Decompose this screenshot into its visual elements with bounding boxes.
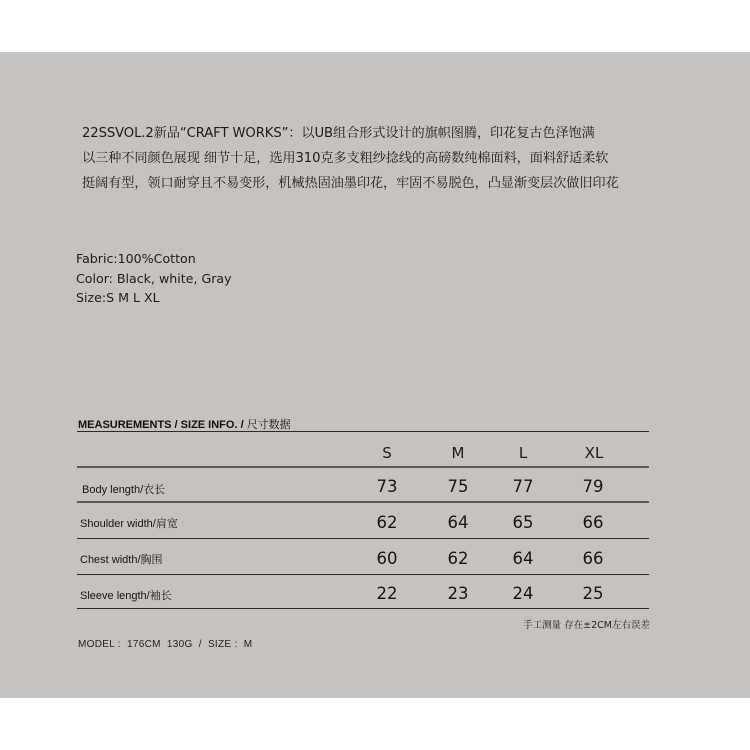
table-cell: 64	[512, 549, 534, 568]
table-cell: 22	[376, 584, 398, 603]
table-divider	[77, 466, 649, 468]
table-cell: 79	[582, 477, 604, 496]
measurements-title-en: MEASUREMENTS / SIZE INFO. /	[78, 419, 244, 431]
size-header-m: M	[451, 444, 465, 462]
measurements-title	[78, 416, 291, 432]
table-cell: 24	[512, 584, 534, 603]
measurements-title-cn: 尺寸数据	[246, 418, 291, 431]
description-line-1: 22SSVOL.2新品“CRAFT WORKS”：以UB组合形式设计的旗帜图腾，印花复古色泽饱满	[82, 126, 595, 141]
table-cell: 64	[447, 513, 469, 532]
size-spec: Size:S M L XL	[76, 290, 160, 305]
table-cell: 77	[512, 477, 534, 496]
row-label-chest-width: Chest width/胸围	[80, 554, 163, 566]
table-cell: 62	[376, 513, 398, 532]
product-specs	[76, 249, 232, 308]
table-cell: 66	[582, 513, 604, 532]
product-description	[82, 121, 682, 196]
row-label-shoulder-width: Shoulder width/肩宽	[80, 518, 178, 530]
size-header-l: L	[518, 444, 528, 462]
table-cell: 62	[447, 549, 469, 568]
table-cell: 65	[512, 513, 534, 532]
table-divider	[77, 608, 649, 609]
size-header-s: S	[382, 444, 392, 462]
fabric-spec: Fabric:100%Cotton	[76, 251, 196, 266]
table-divider	[77, 538, 649, 539]
model-info: MODEL : 176CM 130G / SIZE : M	[78, 639, 253, 650]
color-spec: Color: Black, white, Gray	[76, 270, 232, 286]
table-divider	[77, 501, 649, 503]
table-cell: 66	[582, 549, 604, 568]
table-divider	[77, 574, 649, 575]
table-cell: 60	[376, 549, 398, 568]
row-label-sleeve-length: Sleeve length/袖长	[80, 590, 172, 602]
size-header-xl: XL	[584, 444, 604, 462]
table-cell: 25	[582, 584, 604, 603]
description-line-3: 挺阔有型，领口耐穿且不易变形，机械热固油墨印花，牢固不易脱色，凸显渐变层次做旧印花	[82, 176, 619, 191]
measurement-note: 手工测量 存在±2CM左右误差	[523, 620, 650, 631]
row-label-body-length: Body length/衣长	[82, 484, 166, 496]
table-cell: 73	[376, 477, 398, 496]
table-divider	[77, 431, 649, 432]
table-cell: 75	[447, 477, 469, 496]
description-line-2: 以三种不同颜色展现 细节十足，选用310克多支粗纱捻线的高磅数纯棉面料，面料舒适柔软	[82, 151, 609, 166]
table-cell: 23	[447, 584, 469, 603]
